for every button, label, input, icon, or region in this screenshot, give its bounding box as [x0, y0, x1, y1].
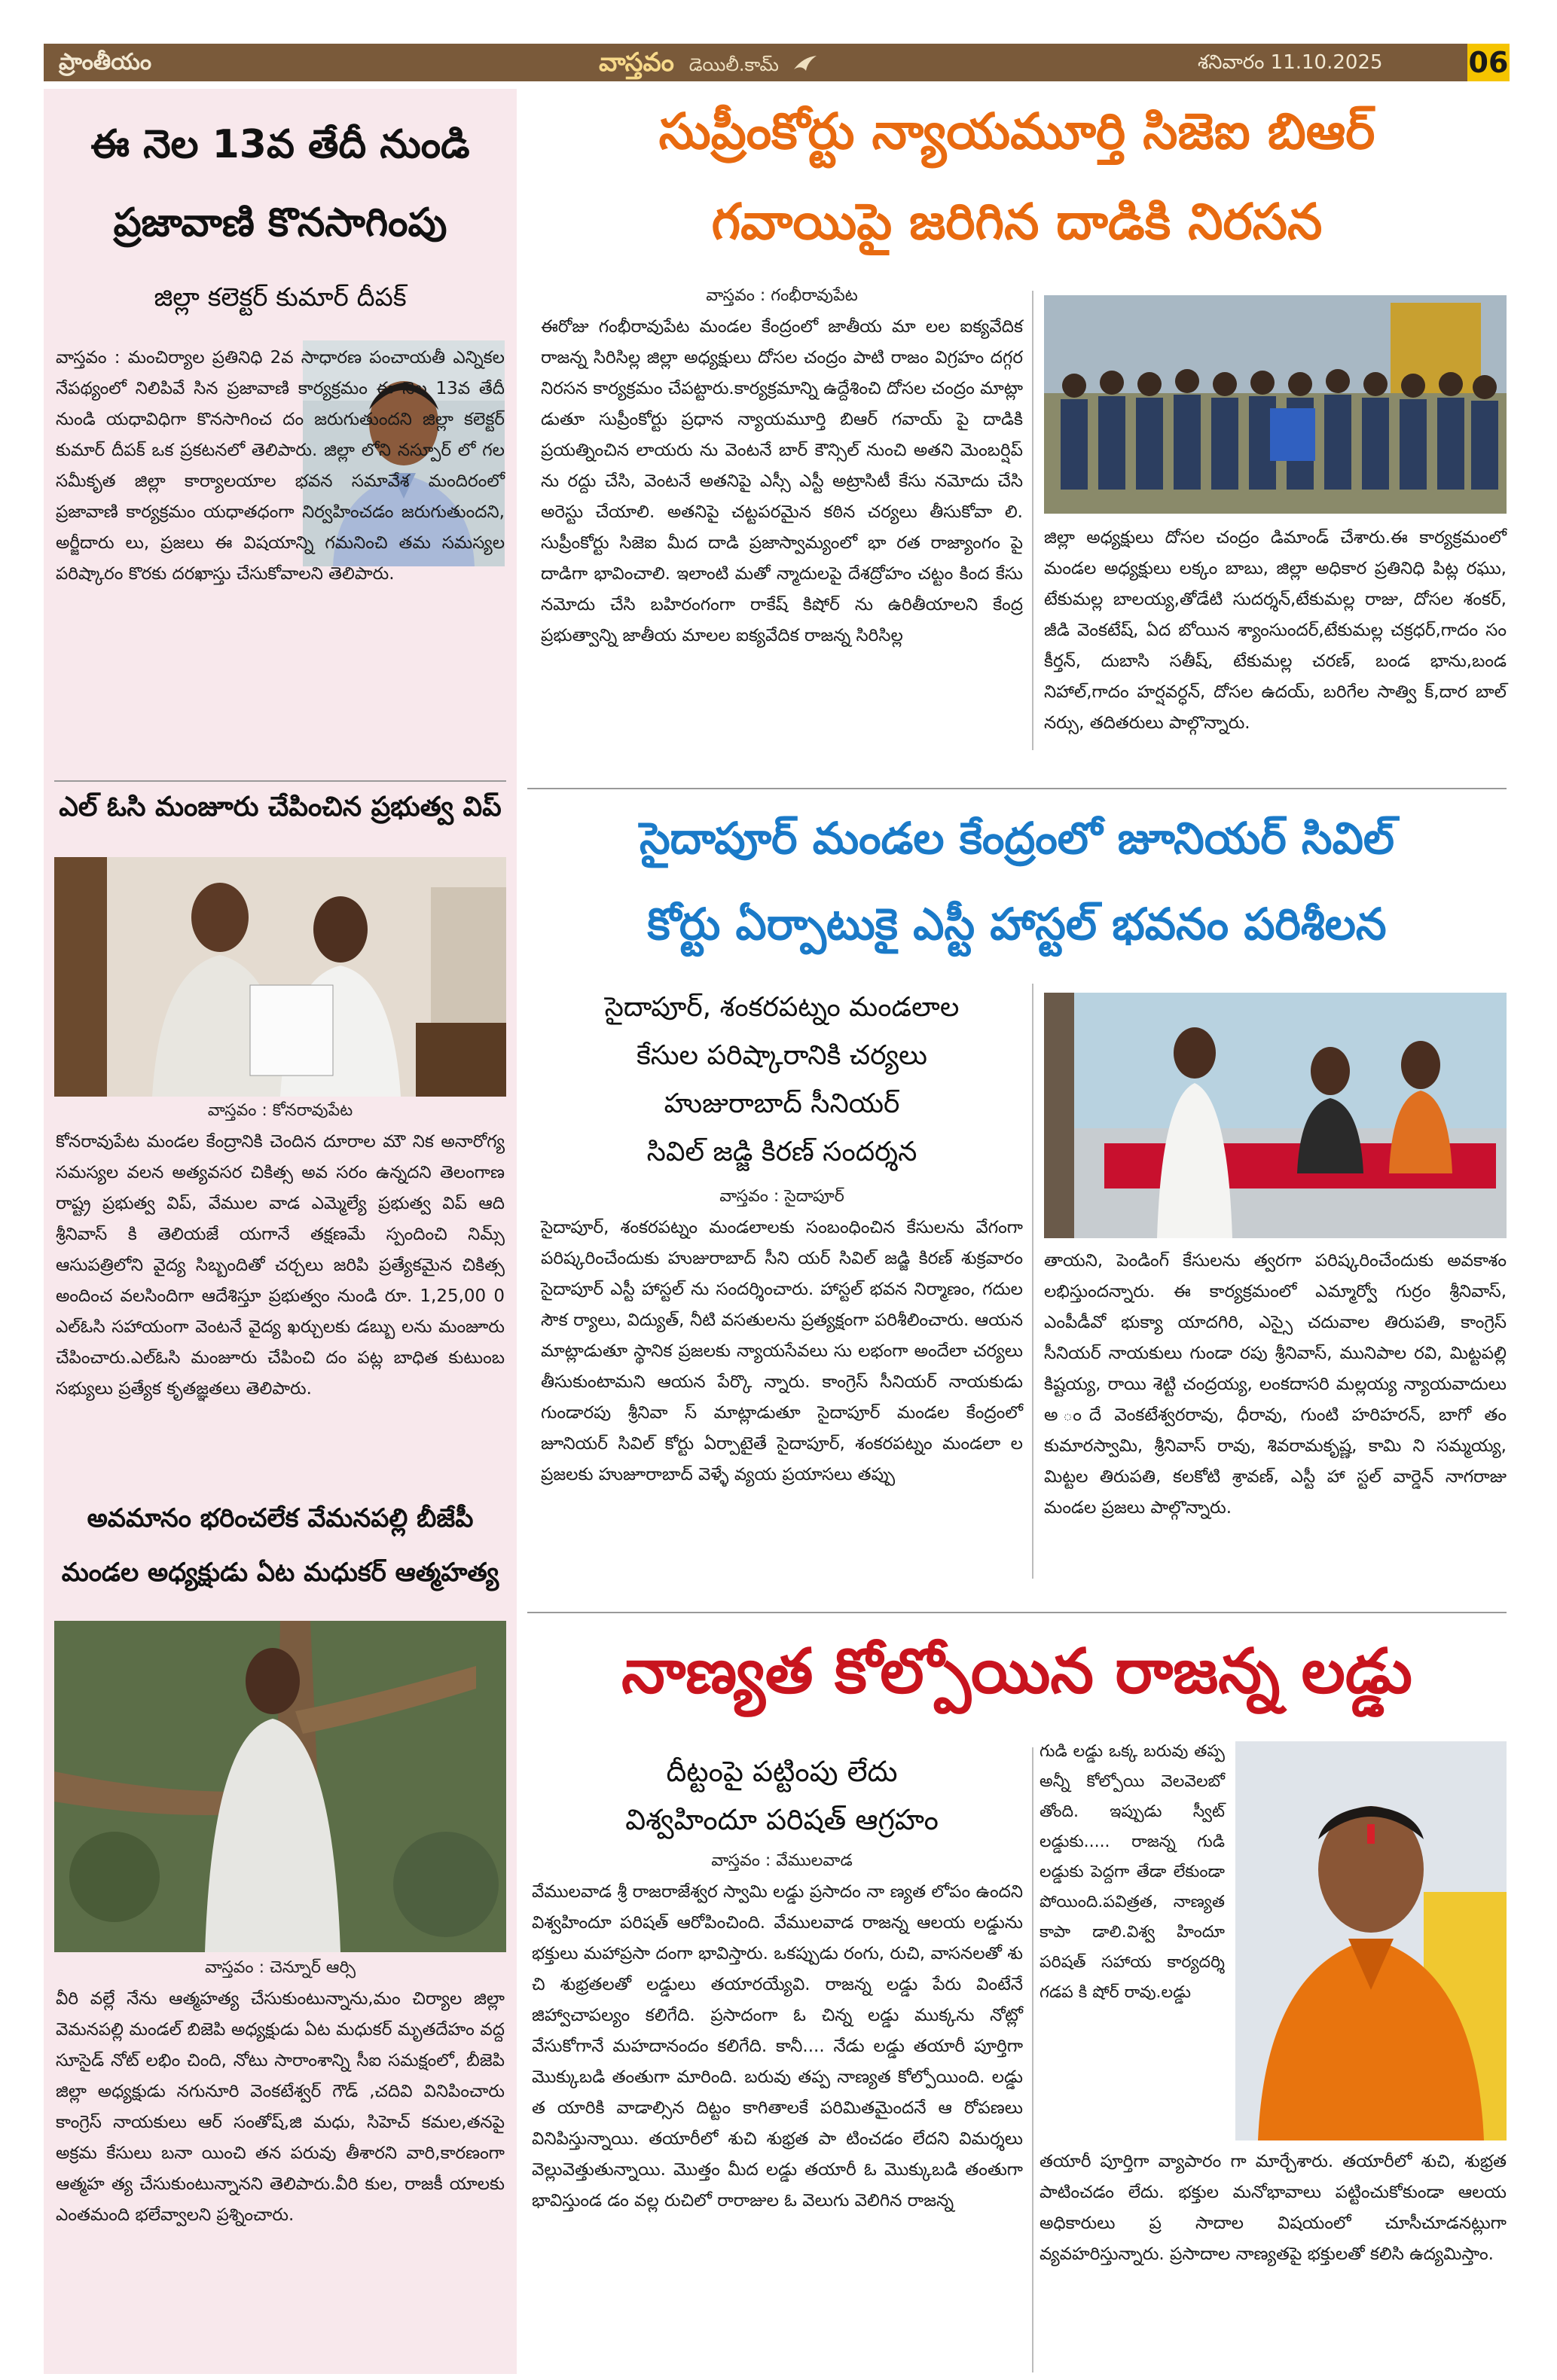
- story6-dateline: వాస్తవం : వేములవాడ: [711, 1851, 853, 1870]
- story6-sub2: విశ్వహిందూ పరిషత్ ఆగ్రహం: [625, 1803, 939, 1836]
- story3-headline: అవమానం భరించలేక వేమనపల్లి బీజేపీ మండల అధ్యక్షుడు ఏట మధుకర్ ఆత్మహత్య: [61, 1503, 499, 1588]
- story6-headline: నాణ్యత కోల్పోయిన రాజన్న లడ్డు: [621, 1636, 1412, 1707]
- story1-body: వాస్తవం : మంచిర్యాల ప్రతినిధి 2వ సాధారణ పంచాయతీ ఎన్నికల నేపథ్యంలో నిలిపివే సిన ప్రజావాణి కార్యక్రమం ఈ నెల 13వ తేదీ నుండి యధావిధిగా కొనసాగించ దం జరుగుతుందని జిల్లా కలెక్టర్ కుమార్ దీపక్ ఒక ప్రకటనలో తెలిపారు. జిల్లా లోని నస్పూర్ లో గల సమీకృత జిల్లా కార్యాలయాల భవన సమావేశ మందిరంలో ప్రజావాణి కార్యక్రమం యధాతధంగా నిర్వహించడం జరుగుతుందని, అర్జీదారు లు, ప్రజలు ఈ విషయాన్ని గమనించి తమ సమస్యల పరిష్కారం కొరకు దరఖాస్తు చేసుకోవాలని తెలిపారు.: [56, 348, 505, 584]
- story4-body-left: ఈరోజు గంభీరావుపేట మండల కేంద్రంలో జాతీయ మా లల ఐక్యవేదిక రాజన్న సిరిసిల్ల జిల్లా అధ్యక్షులు దోసల చంద్రం పాటి రాజం విగ్రహం దగ్గర నిరసన కార్యక్రమం చేపట్టారు.కార్యక్రమాన్ని ఉద్దేశించి దోసల చంద్రం మాట్లా డుతూ సుప్రీంకోర్టు ప్రధాన న్యాయమూర్తి బిఆర్ గవాయ్ పై దాడికి ప్రయత్నించిన లాయరు ను వెంటనే బార్ కౌన్సిల్ నుంచి అతని మెంబర్షిప్ ను రద్దు చేసి, వెంటనే అతనిపై ఎస్సీ ఎస్టీ అట్రాసిటీ కేసు నమోదు చేసి అరెస్టు చేయాలి. అతనిపై చట్టపరమైన కఠిన చర్యలు తీసుకోవా లి. సుప్రీంకోర్టు సిజెఐ మీద దాడి ప్రజాస్వామ్యంలో భా రత రాజ్యాంగం పై దాడిగా భావించాలి. ఇలాంటి మతో న్మాదులపై దేశద్రోహం చట్టం కింద కేసు నమోదు చేసి బహిరంగంగా రాకేష్ కిషోర్ ను ఉరితీయాలని కేంద్ర ప్రభుత్వాన్ని జాతీయ మాలల ఐక్యవేదిక రాజన్న సిరిసిల్ల: [541, 317, 1023, 645]
- story5-column-rule: [1032, 984, 1033, 1579]
- suicide-scene-photo: [54, 1621, 506, 1952]
- story5-headline-line2: కోర్టు ఏర్పాటుకై ఎస్టీ హాస్టల్ భవనం పరిశీలన: [647, 899, 1387, 950]
- story5-top-rule: [527, 788, 1507, 789]
- story2-dateline: వాస్తవం : కోనరావుపేట: [207, 1101, 353, 1120]
- story6-body-bottom: తయారీ పూర్తిగా వ్యాపారం గా మార్చేశారు. తయారీలో శుచి, శుభ్రత పాటించడం లేదు. భక్తుల మనోభావాలు పట్టించుకోకుండా ఆలయ అధికారులు ప్ర సాదాల విషయంలో చూసీచూడనట్లుగా వ్యవహరిస్తున్నారు. ప్రసాదాల నాణ్యతపై భక్తులతో కలిసి ఉద్యమిస్తాం.: [1040, 2152, 1507, 2264]
- story5-sub4: సివిల్ జడ్జి కిరణ్ సందర్శన: [646, 1137, 917, 1167]
- vhp-leader-photo: [1235, 1741, 1507, 2140]
- story2-headline: ఎల్ ఓసి మంజూరు చేపించిన ప్రభుత్వ విప్: [59, 792, 502, 822]
- story2-rule: [54, 780, 506, 782]
- paper-logo: [599, 42, 818, 83]
- story6-body-mid: గుడి లడ్డు ఒక్క బరువు తప్ప అన్నీ కోల్పోయి వెలవెలబో తోంది. ఇప్పుడు స్వీట్ లడ్డుకు..... రాజన్న గుడి లడ్డుకు పెద్దగా తేడా లేకుండా పోయింది.పవిత్రత, నాణ్యత కాపా డాలి.విశ్వ హిందూ పరిషత్ సహాయ కార్యదర్శి గడప కి షోర్ రావు.లడ్డు: [1040, 1742, 1225, 2002]
- story5-dateline: వాస్తవం : సైదాపూర్: [719, 1187, 844, 1206]
- story6-sub1: దీట్టంపై పట్టింపు లేదు: [666, 1755, 898, 1788]
- story6-top-rule: [527, 1612, 1507, 1613]
- issue-date: శనివారం 11.10.2025: [1198, 51, 1383, 74]
- story2-body: కోనరావుపేట మండల కేంద్రానికి చెందిన దూరాల మౌ నిక అనారోగ్య సమస్యల వలన అత్యవసర చికిత్స అవ సరం ఉన్నదని తెలంగాణ రాష్ట్ర ప్రభుత్వ విప్, వేముల వాడ ఎమ్మెల్యే ప్రభుత్వ విప్ ఆది శ్రీనివాస్ కి తెలియజే యగానే తక్షణమే స్పందించి నిమ్స్ ఆసుపత్రిలోని వైద్య సిబ్బందితో చర్చలు జరిపి ప్రత్యేకమైన చికిత్స అందించ వలసిందిగా ఆదేశిస్తూ ప్రభుత్వం నుండి రూ. 1,25,00 0 ఎల్ఓసి సహాయంగా వెంటనే వైద్య ఖర్చులకు డబ్బు లను మంజూరు చేపించారు.ఎల్ఓసి మంజూరు చేపించి దం పట్ల బాధిత కుటుంబ సభ్యులు ప్రత్యేక కృతజ్ఞతలు తెలిపారు.: [56, 1132, 505, 1399]
- story4-body-right: జిల్లా అధ్యక్షులు దోసల చంద్రం డిమాండ్ చేశారు.ఈ కార్యక్రమంలో మండల అధ్యక్షులు లక్కం బాబు, జిల్లా అధికార ప్రతినిధి పిట్ల రఘు, టేకుమల్ల బాలయ్య,తోడేటి సుదర్శన్,టేకుమల్ల రాజు, దోసల శంకర్, జీడి వెంకటేష్, ఏద బోయిన శ్యాంసుందర్,టేకుమల్ల చక్రధర్,గాదం సం కీర్తన్, దుబాసి సతీష్, టేకుమల్ల చరణ్, బండ భాను,బండ నిహాల్,గాదం హర్షవర్ధన్, దోసల ఉదయ్, బరిగేల సాత్వి క్,దార బాల్ నర్సు, తదితరులు పాల్గొన్నారు.: [1044, 528, 1507, 733]
- story5-body-left: సైదాపూర్, శంకరపట్నం మండలాలకు సంబంధించిన కేసులను వేగంగా పరిష్కరించేందుకు హుజురాబాద్ సీని యర్ సివిల్ జడ్జి కిరణ్ శుక్రవారం సైదాపూర్ ఎస్టీ హాస్టల్ ను సందర్శించారు. హాస్టల్ భవన నిర్మాణం, గదుల సౌక ర్యాలు, విద్యుత్, నీటి వసతులను ప్రత్యక్షంగా పరిశీలించారు. ఆయన మాట్లాడుతూ స్థానిక ప్రజలకు న్యాయసేవలు సు లభంగా అందేలా చర్యలు తీసుకుంటామని ఆయన పేర్కొ న్నారు. కాంగ్రెస్ సీనియర్ నాయకుడు గుండారపు శ్రీనివా స్ మాట్లాడుతూ సైదాపూర్ మండల కేంద్రంలో జూనియర్ సివిల్ కోర్టు ఏర్పాటైతే సైదాపూర్, శంకరపట్నం మండలా ల ప్రజలకు హుజూరాబాద్ వెళ్ళే వ్యయ ప్రయాసలు తప్పు: [541, 1218, 1023, 1484]
- section-label: ప్రాంతీయం: [59, 49, 152, 75]
- story1-subhead: జిల్లా కలెక్టర్ కుమార్ దీపక్: [154, 282, 407, 313]
- story6-body-left: వేములవాడ శ్రీ రాజరాజేశ్వర స్వామి లడ్డు ప్రసాదం నా ణ్యత లోపం ఉందని విశ్వహిందూ పరిషత్ ఆరోపించింది. వేములవాడ రాజన్న ఆలయ లడ్డును భక్తులు మహాప్రసా దంగా భావిస్తారు. ఒకప్పుడు రంగు, రుచి, వాసనలతో శు చి శుభ్రతలతో లడ్డులు తయారయ్యేవి. రాజన్న లడ్డు పేరు వింటేనే జిహ్వాచాపల్యం కలిగేది. ప్రసాదంగా ఓ చిన్న లడ్డు ముక్కను నోట్లో వేసుకోగానే మహదానందం కలిగేది. కానీ.... నేడు లడ్డు తయారీ పూర్తిగా మొక్కుబడి తంతుగా మారింది. బరువు తప్ప నాణ్యత కోల్పోయింది. లడ్డు త యారికి వాడాల్సిన దిట్టం కాగితాలకే పరిమితమైందనే ఆ రోపణలు వినిపిస్తున్నాయి. తయారీలో శుచి శుభ్రత పా టించడం లేదని విమర్శలు వెల్లువెత్తుతున్నాయి. మొత్తం మీద లడ్డు తయారీ ఓ మొక్కుబడి తంతుగా భావిస్తుండ డం వల్ల రుచిలో రారాజుల ఓ వెలుగు వెలిగిన రాజన్న: [532, 1882, 1023, 2211]
- paper-website: డెయిలీ.కామ్: [688, 54, 779, 75]
- whip-loc-photo: [54, 857, 506, 1097]
- protest-group-photo: [1044, 295, 1507, 514]
- story3-dateline: వాస్తవం : చెన్నూర్ ఆర్సి: [204, 1958, 356, 1977]
- story6-column-rule: [1032, 1747, 1033, 2372]
- story5-body-right: తాయని, పెండింగ్ కేసులను త్వరగా పరిష్కరించేందుకు అవకాశం లభిస్తుందన్నారు. ఈ కార్యక్రమంలో ఎమ్మార్వో గుర్రం శ్రీనివాస్, ఎంపీడీవో భుక్యా యాదగిరి, ఎస్సై చదువాల తిరుపతి, కాంగ్రెస్ సీనియర్ నాయకులు గుండా రపు శ్రీనివాస్, మునిపాల రవి, మిట్టపల్లి కిష్టయ్య, రాయి శెట్టి చంద్రయ్య, లంకదాసరి మల్లయ్య న్యాయవాదులు అ ందే వెంకటేశ్వరరావు, ధీరావు, గుంటి హరిహరన్, బాగో తం కుమారస్వామి, శ్రీనివాస్ రావు, శివరామకృష్ణ, కామి ని సమ్మయ్య, మిట్టల తిరుపతి, కలకోటి శ్రావణ్, ఎస్టీ హా స్టల్ వార్డెన్ నాగరాజు మండల ప్రజలు పాల్గొన్నారు.: [1044, 1251, 1507, 1518]
- story5-headline-line1: సైదాపూర్ మండల కేంద్రంలో జూనియర్ సివిల్: [639, 813, 1395, 864]
- story5-sub2: కేసుల పరిష్కారానికి చర్యలు: [637, 1040, 927, 1071]
- hostel-inspection-photo: [1044, 993, 1507, 1238]
- paper-name: వాస్తవం: [599, 47, 674, 78]
- story4-dateline: వాస్తవం : గంభీరావుపేట: [706, 286, 858, 305]
- story4-headline-line2: గవాయిపై జరిగిన దాడికి నిరసన: [711, 193, 1323, 251]
- story5-sub1: సైదాపూర్, శంకరపట్నం మండలాల: [604, 992, 960, 1023]
- bird-icon: [792, 54, 818, 74]
- story4-column-rule: [1032, 291, 1033, 750]
- story4-headline-line1: సుప్రీంకోర్టు న్యాయమూర్తి సిజెఐ బిఆర్: [658, 102, 1375, 160]
- story1-headline: ఈ నెల 13వ తేదీ నుండి ప్రజావాణి కొనసాగింపు: [90, 122, 470, 246]
- page-number: 06: [1467, 44, 1510, 81]
- story3-body: వీరి వల్లే నేను ఆత్మహత్య చేసుకుంటున్నాను,మం చిర్యాల జిల్లా వెమనపల్లి మండల్ బిజెపి అధ్యక్షుడు ఏట మధుకర్ మృతదేహం వద్ద సూసైడ్ నోట్ లభిం చింది, నోటు సారాంశాన్ని సీఐ సమక్షంలో, బీజెపి జిల్లా అధ్యక్షుడు నగునూరి వెంకటేశ్వర్ గౌడ్ ,చదివి వినిపించారు కాంగ్రెస్ నాయకులు ఆర్ సంతోష్,జి మధు, సిహెచ్ కమల,తనపై అక్రమ కేసులు బనా యించి తన పరువు తీశారని వారి,కారణంగా ఆత్మహ త్య చేసుకుంటున్నానని తెలిపారు.వీరి కుల, రాజకీ యాలకు ఎంతమంది భలేవ్వాలని ప్రశ్నించారు.: [56, 1989, 505, 2225]
- story5-sub3: హుజురాబాద్ సీనియర్: [664, 1088, 900, 1119]
